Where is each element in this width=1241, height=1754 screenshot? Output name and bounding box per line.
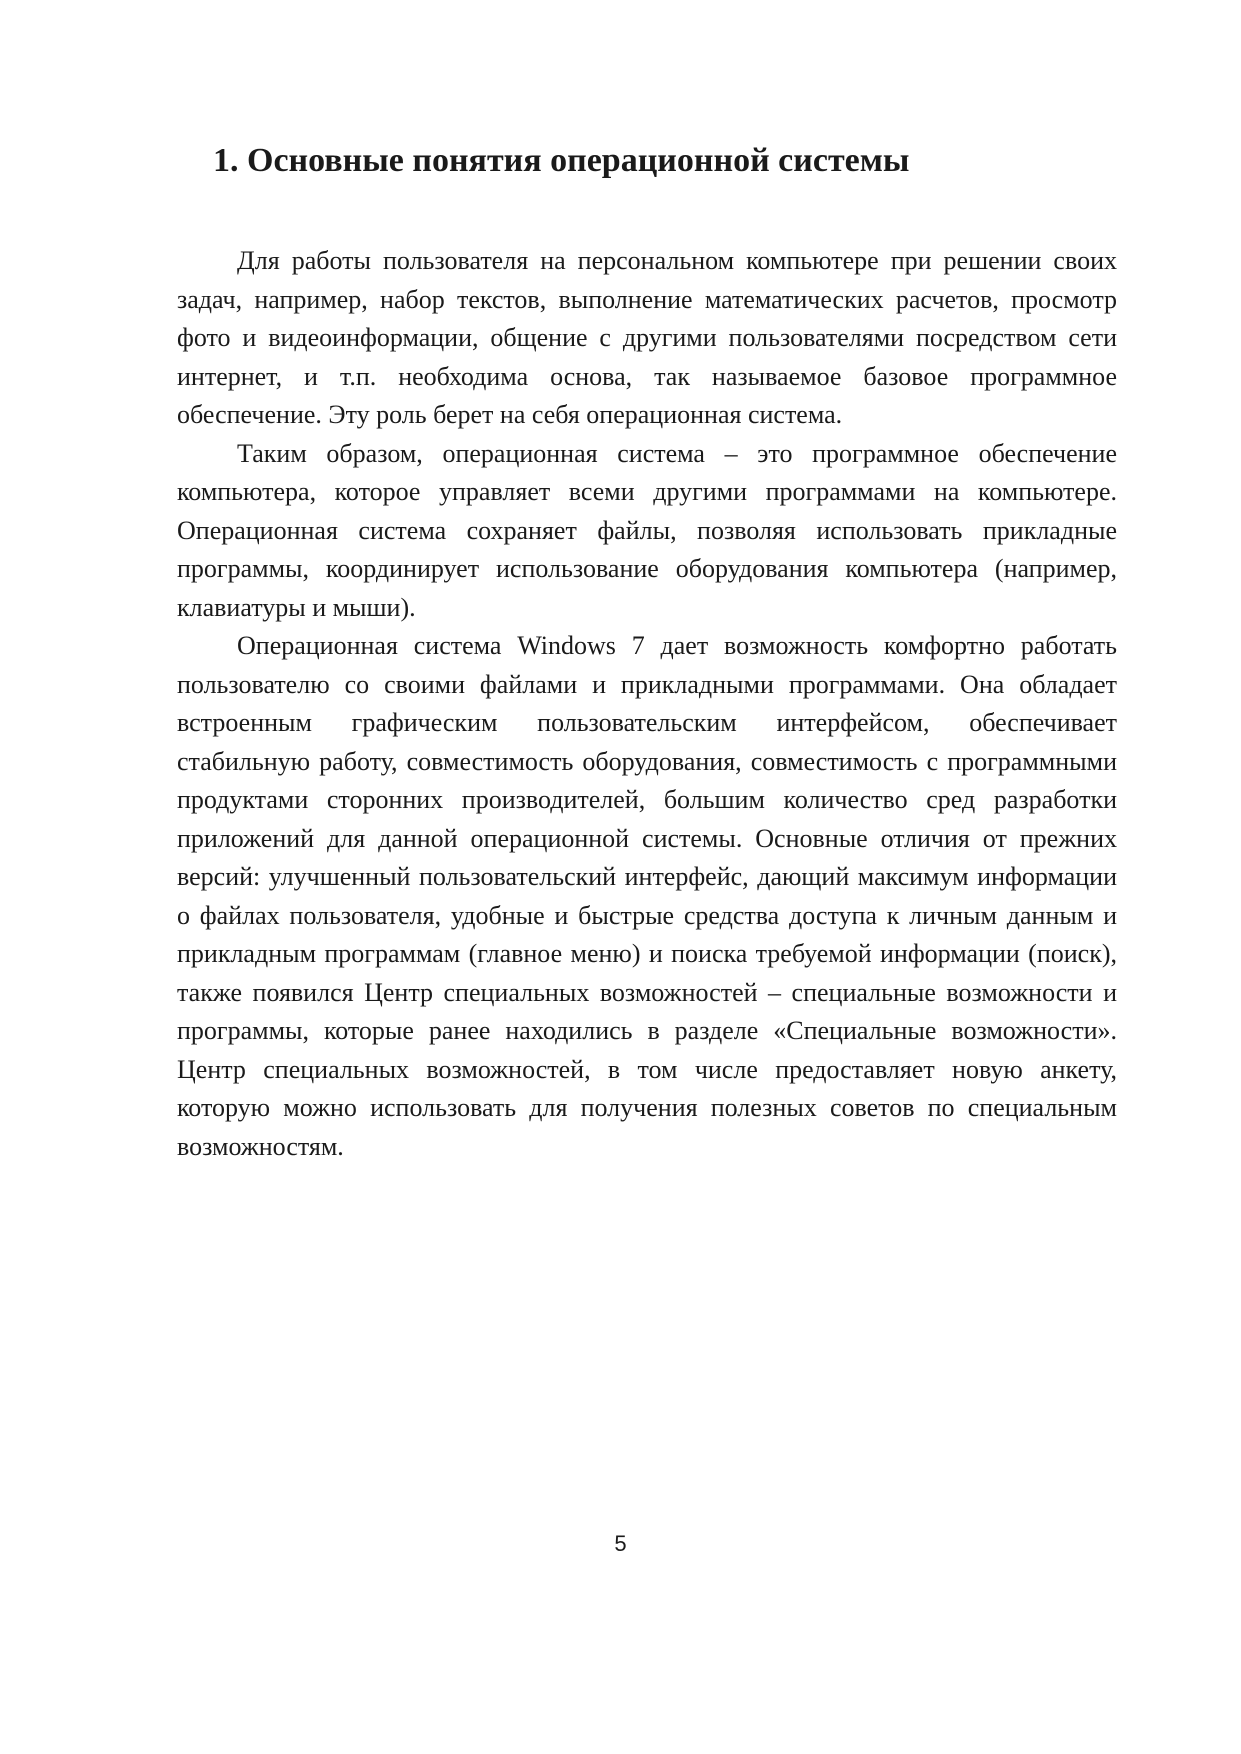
paragraph-intro: Для работы пользователя на персональном компьютере при решении своих задач, например, набор текстов, выполнение математических расчетов, просмотр фото и видеоинформации, общение с другими пользователями посредством сети интернет, и т.п. необходима основа, так называемое базовое программное обеспечение. Эту роль берет на себя операционная система. <box>177 246 1117 429</box>
paragraph-windows-7: Операционная система Windows 7 дает возможность комфортно работать пользователю со своими файлами и прикладными программами. Она обладает встроенным графическим пользовательским интерфейсом, обеспечивает стабильную работу, совместимость оборудования, совместимость с программными продуктами сторонних производителей, большим количество сред разработки приложений для данной операционной системы. Основные отличия от прежних версий: улучшенный пользовательский интерфейс, дающий максимум информации о файлах пользователя, удобные и быстрые средства доступа к личным данным и прикладным программам (главное меню) и поиска требуемой информации (поиск), также появился Центр специальных возможностей – специальные возможности и программы, которые ранее находились в разделе «Специальные возможности». Центр специальных возможностей, в том числе предоставляет новую анкету, которую можно использовать для получения полезных советов по специальным возможностям. <box>177 631 1117 1161</box>
paragraph-definition: Таким образом, операционная система – это программное обеспечение компьютера, которое управляет всеми другими программами на компьютере. Операционная система сохраняет файлы, позволяя использовать прикладные программы, координирует использование оборудования компьютера (например, клавиатуры и мыши). <box>177 438 1117 622</box>
body-text <box>177 242 1117 1166</box>
page-number: 5 <box>614 1531 627 1556</box>
section-heading: 1. Основные понятия операционной системы <box>213 142 910 179</box>
